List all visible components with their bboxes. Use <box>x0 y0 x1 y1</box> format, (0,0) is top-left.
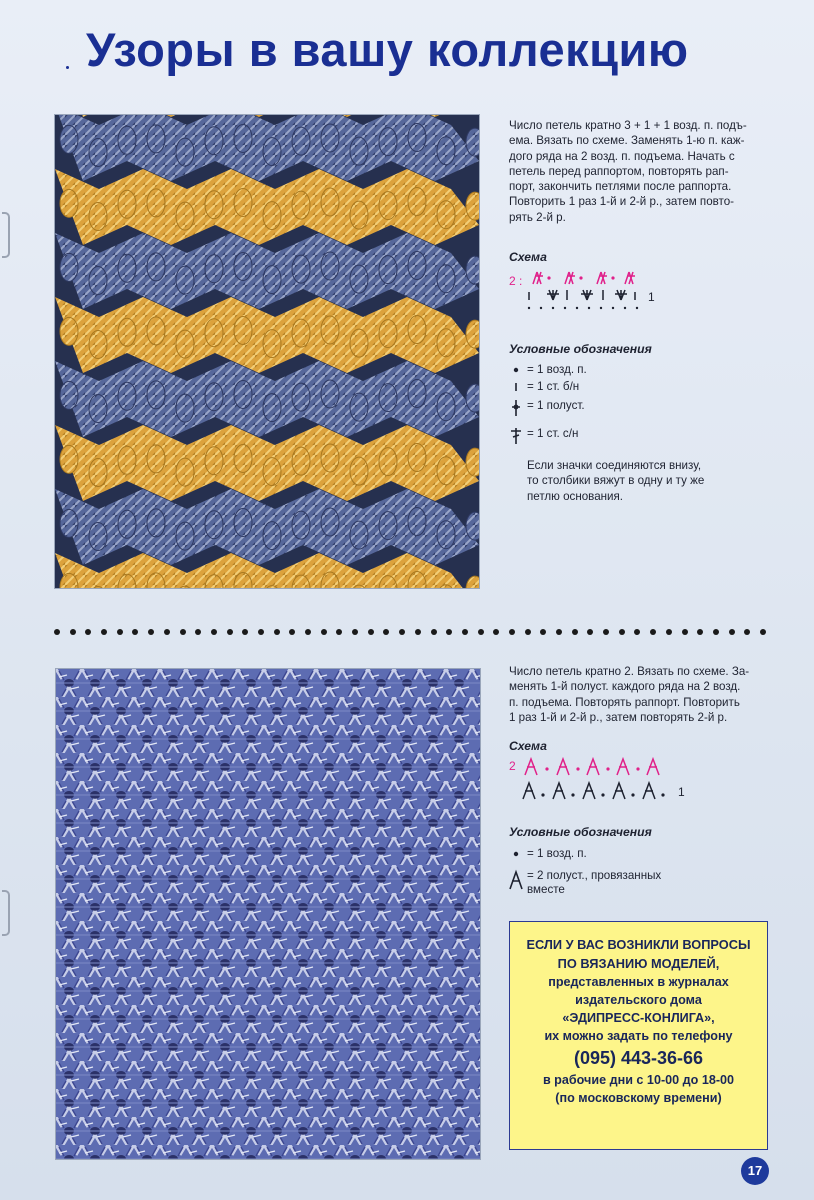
divider-dot <box>603 629 609 635</box>
divider-dot <box>525 629 531 635</box>
stitch-cluster <box>89 139 107 167</box>
stitch-cluster <box>234 188 252 216</box>
legend-text: = 1 ст. с/н <box>527 427 579 440</box>
stitch-cluster <box>89 267 107 295</box>
stitch-cluster <box>205 127 223 155</box>
stitch-cluster <box>292 191 310 219</box>
divider-dot <box>682 629 688 635</box>
stitch-cluster <box>350 329 368 357</box>
stitch-cluster <box>292 127 310 155</box>
stitch-cluster <box>292 319 310 347</box>
pattern2-scheme <box>509 755 689 805</box>
stitch-cluster <box>263 266 281 294</box>
stitch-cluster <box>408 124 426 152</box>
stitch-cluster <box>118 446 136 474</box>
page-number: 17 <box>741 1157 769 1185</box>
stitch-cluster <box>408 252 426 280</box>
infobox-line: «ЭДИПРЕСС-КОНЛИГА», <box>562 1011 715 1025</box>
stitch-cluster <box>350 265 368 293</box>
stitch-cluster <box>60 125 78 153</box>
stitch-cluster <box>147 253 165 281</box>
stitch-cluster <box>60 381 78 409</box>
contact-infobox <box>509 921 768 1150</box>
divider-dot <box>446 629 452 635</box>
stitch-cluster <box>321 188 339 216</box>
stitch-cluster <box>234 508 252 536</box>
halfstitch-icon <box>505 399 527 417</box>
stitch-cluster <box>234 316 252 344</box>
stitch-cluster <box>118 126 136 154</box>
stitch-cluster <box>321 444 339 472</box>
stitch-cluster <box>292 447 310 475</box>
divider-dot <box>462 629 468 635</box>
stitch-cluster <box>60 253 78 281</box>
stitch-cluster <box>408 188 426 216</box>
divider-dot <box>634 629 640 635</box>
divider-dot <box>321 629 327 635</box>
scheme-row-1-symbols <box>523 783 655 799</box>
stitch-cluster <box>89 331 107 359</box>
divider-dot <box>697 629 703 635</box>
legend-row <box>505 869 661 897</box>
scheme-row-1-label: 1 <box>678 785 685 799</box>
infobox-line: ЕСЛИ У ВАС ВОЗНИКЛИ ВОПРОСЫ <box>526 937 751 952</box>
staple-top <box>2 212 10 258</box>
legend-row <box>505 427 578 445</box>
stitch-cluster <box>350 457 368 485</box>
stitch-cluster <box>118 254 136 282</box>
stitch-cluster <box>60 317 78 345</box>
staple-bottom <box>2 890 10 936</box>
bar-icon <box>505 380 527 394</box>
legend-text: = 1 возд. п. <box>527 363 587 376</box>
scheme-row-2-symbols <box>525 759 659 775</box>
pattern1-note <box>527 458 704 504</box>
divider-dot <box>415 629 421 635</box>
stitch-cluster <box>408 444 426 472</box>
stitch-cluster <box>176 330 194 358</box>
stitch-cluster <box>118 382 136 410</box>
divider-dot <box>242 629 248 635</box>
dc-icon <box>505 427 527 445</box>
divider-dot <box>70 629 76 635</box>
stitch-cluster <box>379 256 397 284</box>
infobox-line: в рабочие дни с 10-00 до 18-00 <box>542 1073 735 1087</box>
divider-dot <box>383 629 389 635</box>
stitch-cluster <box>437 457 455 485</box>
stitch-cluster <box>437 393 455 421</box>
stitch-cluster <box>234 124 252 152</box>
stitch-cluster <box>205 255 223 283</box>
legend-text: = 1 ст. б/н <box>527 380 580 393</box>
description-line: рять 2-й р. <box>509 210 566 224</box>
legend-text: = 1 полуст. <box>527 399 585 412</box>
divider-dot <box>540 629 546 635</box>
divider-dot <box>478 629 484 635</box>
stitch-cluster <box>147 317 165 345</box>
divider-dot <box>289 629 295 635</box>
divider-dot <box>195 629 201 635</box>
stitch-cluster <box>408 508 426 536</box>
scheme-row-2-label: 2 <box>509 759 516 773</box>
stitch-cluster <box>437 329 455 357</box>
infobox-line: представленных в журналах <box>548 975 729 989</box>
stitch-cluster <box>60 189 78 217</box>
pattern1-description <box>509 118 747 225</box>
divider-dot <box>619 629 625 635</box>
stitch-cluster <box>89 395 107 423</box>
page-title: Узоры в вашу коллекцию <box>86 23 689 76</box>
stitch-cluster <box>118 318 136 346</box>
title-dot <box>66 66 69 69</box>
legend-row <box>505 399 585 417</box>
divider-dot <box>399 629 405 635</box>
pattern2-photo <box>55 668 481 1160</box>
divider-dot <box>227 629 233 635</box>
divider-dot <box>117 629 123 635</box>
pattern2-description <box>509 664 749 725</box>
stitch-cluster <box>321 508 339 536</box>
description-line: ема. Вязать по схеме. Заменять 1-ю п. каж- <box>509 134 745 148</box>
stitch-cluster <box>147 125 165 153</box>
scheme-row-1-label: 1 <box>648 290 655 304</box>
stitch-cluster <box>379 384 397 412</box>
stitch-cluster <box>379 512 397 540</box>
note-line: петлю основания. <box>527 489 624 503</box>
divider-dot <box>305 629 311 635</box>
stitch-cluster <box>437 521 455 549</box>
section-divider <box>54 627 766 637</box>
scheme-row-1-symbols <box>529 290 635 300</box>
stitch-cluster <box>321 124 339 152</box>
stitch-cluster <box>379 448 397 476</box>
stitch-cluster <box>263 394 281 422</box>
divider-dot <box>180 629 186 635</box>
description-line: 1 раз 1-й и 2-й р., затем повторять 2-й р. <box>509 710 728 724</box>
stitch-cluster <box>176 202 194 230</box>
pattern2-scheme-heading: Схема <box>509 739 547 753</box>
description-line: петель перед раппортом, повторять рап- <box>509 164 729 178</box>
stitch-cluster <box>234 252 252 280</box>
divider-dot <box>431 629 437 635</box>
infobox-line: (по московскому времени) <box>555 1091 722 1105</box>
divider-dot <box>368 629 374 635</box>
stitch-cluster <box>176 266 194 294</box>
pattern1-scheme-heading: Схема <box>509 250 547 264</box>
legend-text-block <box>527 869 661 897</box>
divider-dot <box>572 629 578 635</box>
stitch-cluster <box>437 201 455 229</box>
divider-dot <box>164 629 170 635</box>
divider-dot <box>211 629 217 635</box>
divider-dot <box>336 629 342 635</box>
stitch-cluster <box>89 523 107 551</box>
infobox-line: их можно задать по телефону <box>544 1029 733 1043</box>
divider-dot <box>650 629 656 635</box>
divider-dot <box>132 629 138 635</box>
stitch-cluster <box>89 203 107 231</box>
description-line: Число петель кратно 2. Вязать по схеме. За- <box>509 665 750 678</box>
stitch-cluster <box>292 383 310 411</box>
legend-text: = 1 возд. п. <box>527 847 587 860</box>
legend-row <box>505 847 587 861</box>
infobox-line: ПО ВЯЗАНИЮ МОДЕЛЕЙ, <box>557 956 720 971</box>
legend-text-continued: вместе <box>527 883 565 896</box>
stitch-cluster <box>234 380 252 408</box>
divider-dot <box>760 629 766 635</box>
stitch-cluster <box>176 394 194 422</box>
pattern1-scheme <box>509 266 659 312</box>
note-line: то столбики вяжут в одну и ту же <box>527 474 705 488</box>
stitch-cluster <box>234 444 252 472</box>
stitch-cluster <box>350 137 368 165</box>
stitch-cluster <box>379 192 397 220</box>
stitch-cluster <box>89 459 107 487</box>
divider-dot <box>729 629 735 635</box>
stitch-cluster <box>321 252 339 280</box>
scheme-row-2-label: 2 : <box>509 274 523 288</box>
stitch-cluster <box>147 445 165 473</box>
stitch-cluster <box>408 380 426 408</box>
stitch-cluster <box>60 445 78 473</box>
stitch-cluster <box>263 458 281 486</box>
pattern1-photo <box>54 114 480 589</box>
stitch-cluster <box>292 255 310 283</box>
legend-row <box>505 363 587 377</box>
stitch-cluster <box>205 319 223 347</box>
stitch-cluster <box>437 137 455 165</box>
stitch-cluster <box>437 265 455 293</box>
divider-dot <box>509 629 515 635</box>
stitch-cluster <box>292 511 310 539</box>
divider-dot <box>54 629 60 635</box>
stitch-cluster <box>408 316 426 344</box>
legend-text: = 2 полуст., провязанных <box>527 869 662 882</box>
stitch-cluster <box>60 509 78 537</box>
stitch-cluster <box>379 320 397 348</box>
stitch-cluster <box>350 521 368 549</box>
stitch-cluster <box>321 316 339 344</box>
stitch-cluster <box>263 522 281 550</box>
divider-dot <box>85 629 91 635</box>
description-line: порт, закончить петлями после раппорта. <box>509 180 732 194</box>
pattern2-legend-heading: Условные обозначения <box>509 825 652 839</box>
stitch-cluster <box>263 330 281 358</box>
divider-dot <box>744 629 750 635</box>
description-line: п. подъема. Повторять раппорт. Повторить <box>509 695 740 709</box>
stitch-cluster <box>147 189 165 217</box>
stitch-cluster <box>379 128 397 156</box>
stitch-cluster <box>263 138 281 166</box>
divider-dot <box>587 629 593 635</box>
divider-dot <box>713 629 719 635</box>
legend-row <box>505 380 579 394</box>
stitch-cluster <box>205 383 223 411</box>
divider-dot <box>258 629 264 635</box>
stitch-cluster <box>118 510 136 538</box>
infobox-phone: (095) 443-36-66 <box>573 1048 704 1068</box>
divider-dot <box>274 629 280 635</box>
divider-dot <box>666 629 672 635</box>
divider-dot <box>148 629 154 635</box>
note-line: Если значки соединяются внизу, <box>527 459 702 472</box>
stitch-cluster <box>263 202 281 230</box>
divider-dot <box>493 629 499 635</box>
description-line: менять 1-й полуст. каждого ряда на 2 возд. <box>509 680 741 694</box>
stitch-cluster <box>176 458 194 486</box>
description-line: Повторить 1 раз 1-й и 2-й р., затем повто- <box>509 195 735 209</box>
two-halfstitch-icon <box>505 869 527 891</box>
divider-dot <box>352 629 358 635</box>
divider-dot <box>556 629 562 635</box>
stitch-cluster <box>147 509 165 537</box>
pattern1-legend-heading: Условные обозначения <box>509 342 652 356</box>
stitch-cluster <box>147 381 165 409</box>
stitch-cluster <box>350 393 368 421</box>
stitch-cluster <box>205 447 223 475</box>
stitch-cluster <box>118 190 136 218</box>
stitch-cluster <box>176 522 194 550</box>
stitch-cluster <box>176 138 194 166</box>
description-line: Число петель кратно 3 + 1 + 1 возд. п. подъ- <box>509 119 747 132</box>
stitch-cluster <box>350 201 368 229</box>
dot-icon <box>505 847 527 861</box>
stitch-cluster <box>205 191 223 219</box>
description-line: дого ряда на 2 возд. п. подъема. Начать с <box>509 149 735 163</box>
dot-icon <box>505 363 527 377</box>
infobox-line: издательского дома <box>575 993 702 1007</box>
divider-dot <box>101 629 107 635</box>
stitch-cluster <box>321 380 339 408</box>
stitch-cluster <box>205 511 223 539</box>
